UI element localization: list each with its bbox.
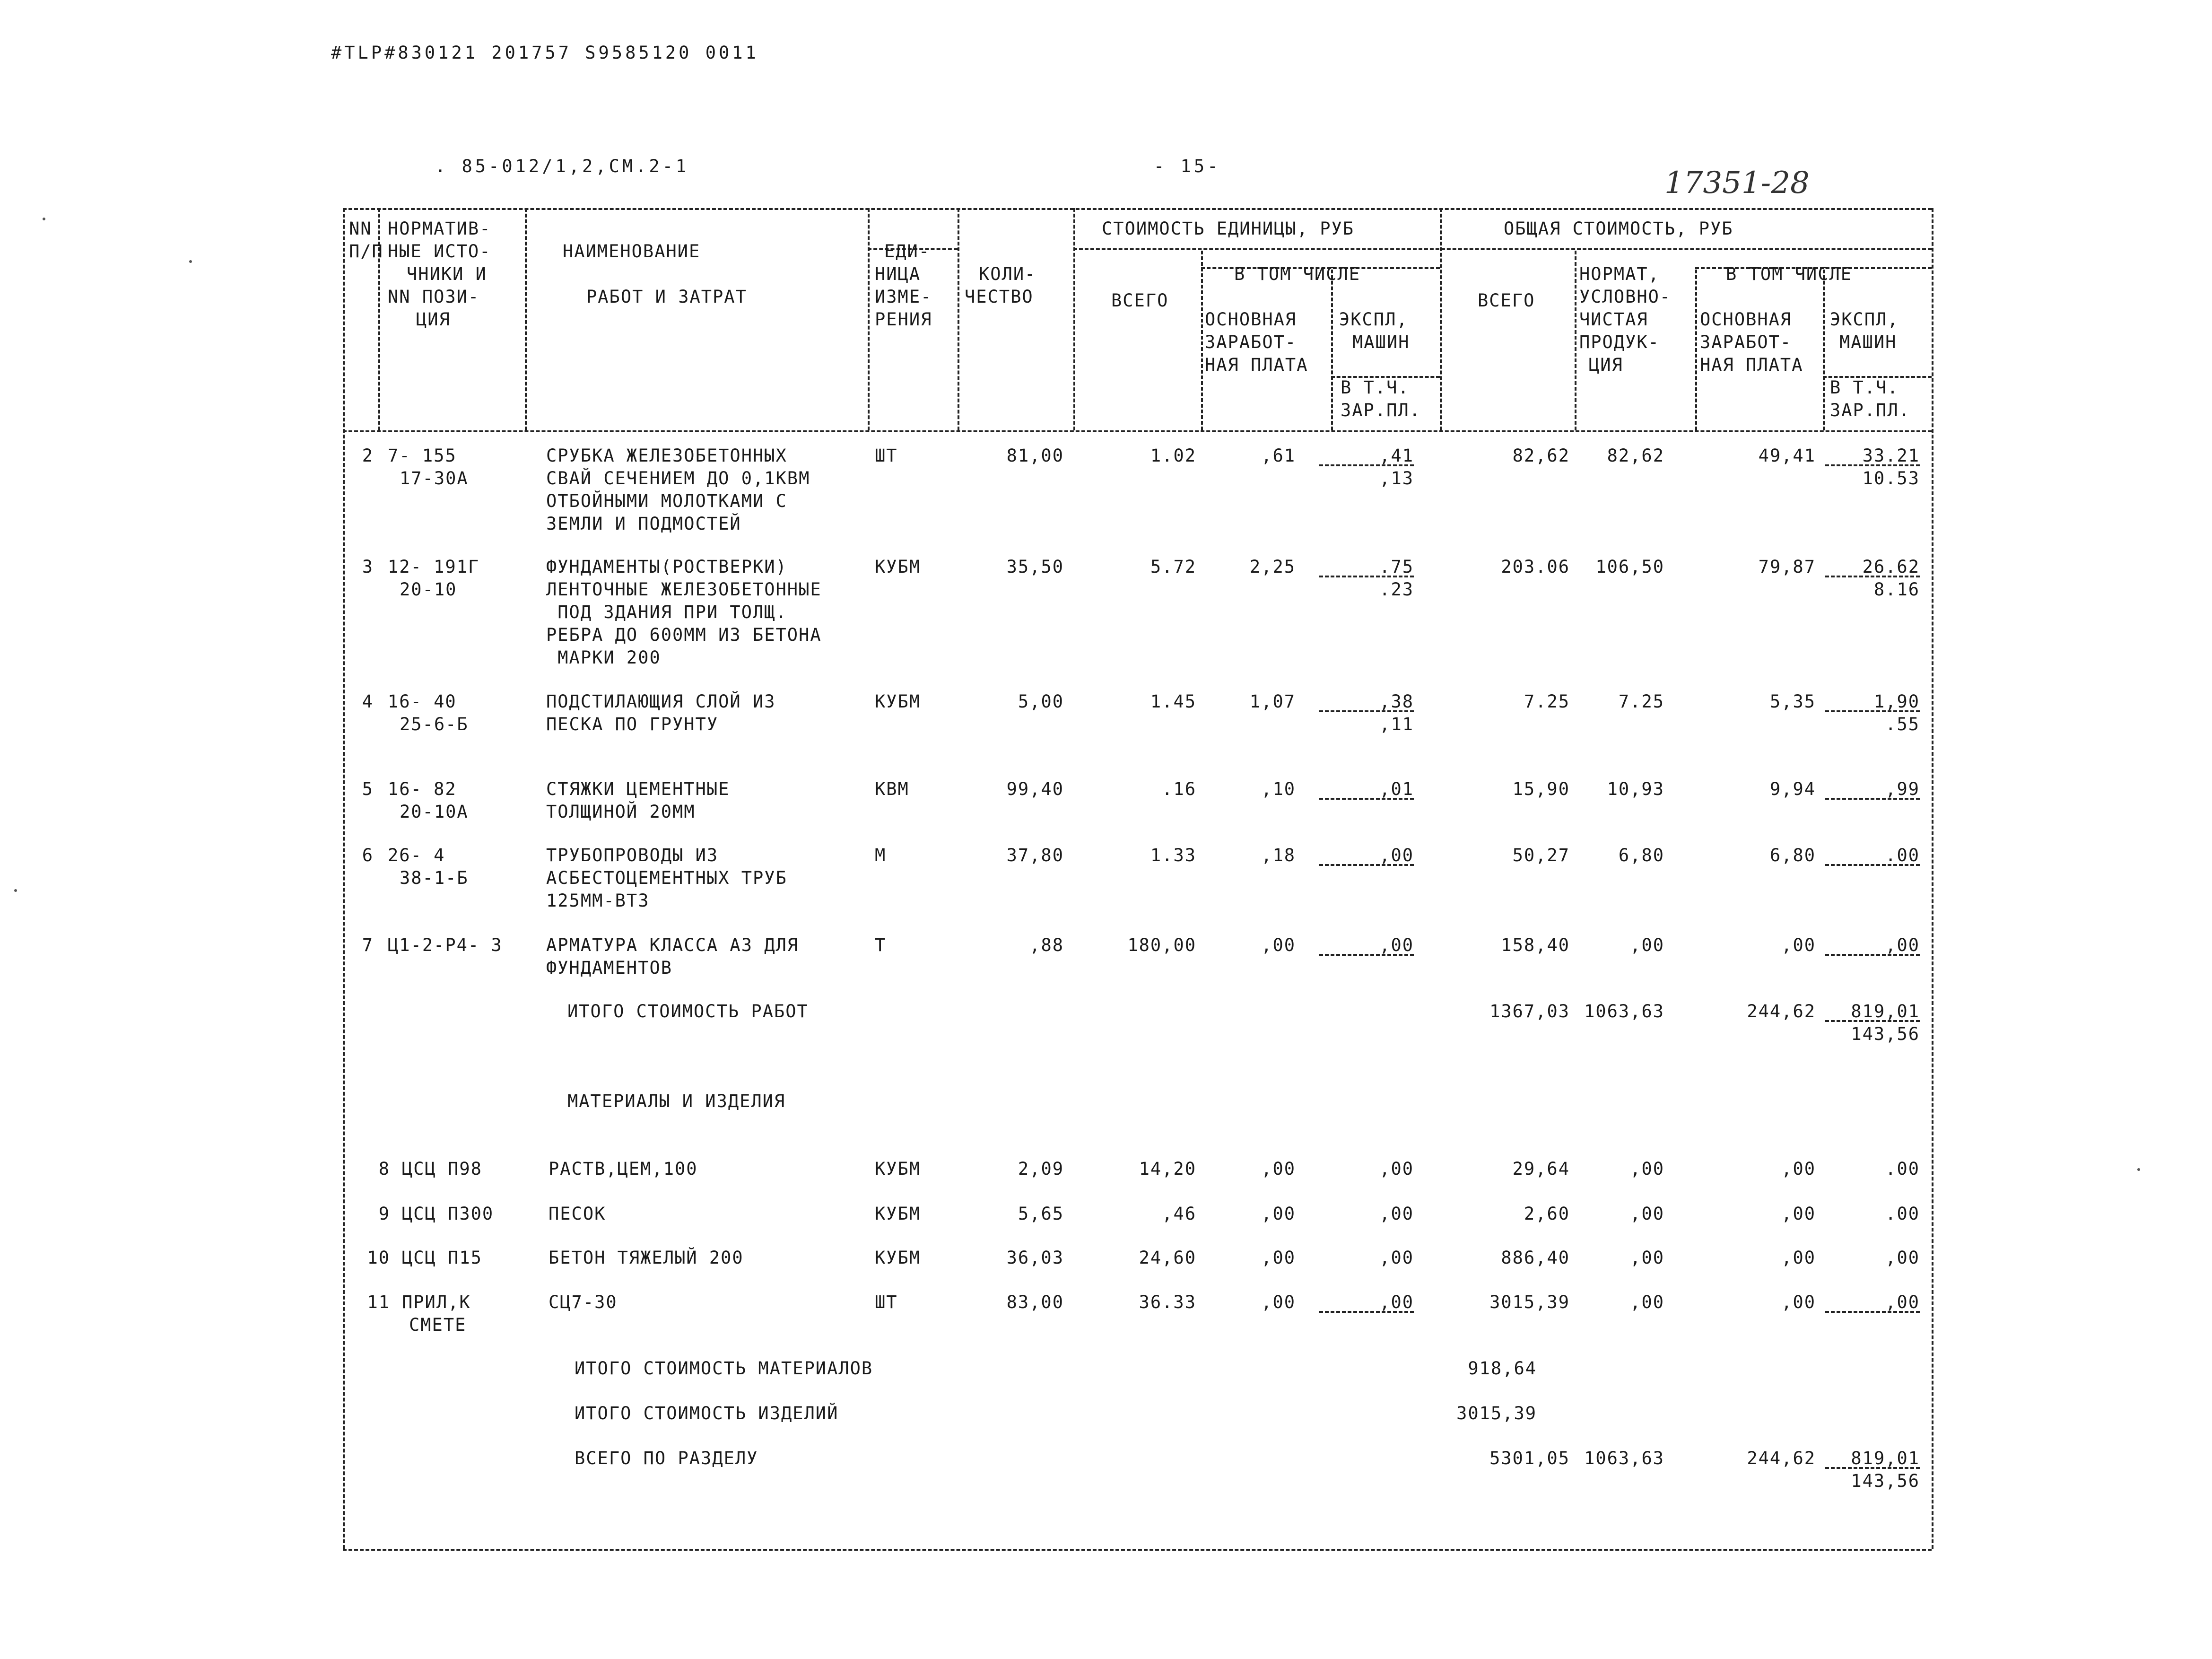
material-source: СМЕТЕ bbox=[409, 1315, 467, 1335]
row-name: ФУНДАМЕНТЫ(РОСТВЕРКИ) bbox=[546, 557, 787, 577]
row-qty: 35,50 bbox=[1006, 557, 1064, 577]
header-total-mach: ЭКСПЛ, bbox=[1830, 309, 1899, 330]
column-line bbox=[1201, 251, 1203, 430]
materials-total: 918,64 bbox=[1468, 1358, 1537, 1379]
header-unit: ЕДИ- bbox=[884, 241, 931, 262]
material-name: РАСТВ,ЦЕМ,100 bbox=[549, 1159, 698, 1179]
material-total-wage: ,00 bbox=[1781, 1292, 1816, 1312]
row-qty: 5,00 bbox=[1018, 691, 1064, 712]
material-norm: ,00 bbox=[1630, 1159, 1664, 1179]
row-unit: Т bbox=[875, 935, 887, 955]
row-qty: ,88 bbox=[1029, 935, 1064, 955]
row-unit-wage: ,18 bbox=[1261, 845, 1296, 865]
materials-heading: МАТЕРИАЛЫ И ИЗДЕЛИЯ bbox=[567, 1091, 786, 1111]
scan-speck bbox=[43, 218, 45, 220]
material-total: 886,40 bbox=[1501, 1248, 1570, 1268]
table-right-edge bbox=[1932, 208, 1933, 1549]
row-total-mach: 33.21 bbox=[1862, 445, 1920, 466]
header-unit-wage: ОСНОВНАЯ bbox=[1205, 309, 1297, 330]
header-norm: НОРМАТ, bbox=[1579, 264, 1660, 284]
row-number: 7 bbox=[362, 935, 374, 955]
row-total-mach: .00 bbox=[1885, 845, 1920, 865]
row-name: ТРУБОПРОВОДЫ ИЗ bbox=[546, 845, 719, 865]
row-norm: ,00 bbox=[1630, 935, 1664, 955]
row-name: ЛЕНТОЧНЫЕ ЖЕЛЕЗОБЕТОННЫЕ bbox=[546, 579, 822, 600]
row-unit-mach-wage: .23 bbox=[1379, 579, 1414, 600]
column-line bbox=[958, 208, 959, 430]
row-source: 7- 155 bbox=[388, 445, 457, 466]
row-source: 17-30А bbox=[400, 468, 469, 489]
material-qty: 36,03 bbox=[1006, 1248, 1064, 1268]
material-total: 3015,39 bbox=[1489, 1292, 1570, 1312]
section-total: 5301,05 bbox=[1489, 1448, 1570, 1468]
material-total-mach: .00 bbox=[1885, 1204, 1920, 1224]
header-norm: ПРОДУК- bbox=[1579, 332, 1660, 352]
row-unit-wage: 2,25 bbox=[1249, 557, 1296, 577]
row-unit: ШТ bbox=[875, 445, 898, 466]
row-unit-mach: ,01 bbox=[1379, 779, 1414, 799]
row-qty: 81,00 bbox=[1006, 445, 1064, 466]
row-source: 26- 4 bbox=[388, 845, 445, 865]
row-unit: КУБМ bbox=[875, 691, 921, 712]
material-unit-total: 14,20 bbox=[1139, 1159, 1196, 1179]
row-source: Ц1-2-Р4- 3 bbox=[388, 935, 503, 955]
row-name: ЗЕМЛИ И ПОДМОСТЕЙ bbox=[546, 514, 741, 534]
row-source: 38-1-Б bbox=[400, 868, 469, 888]
row-name: СТЯЖКИ ЦЕМЕНТНЫЕ bbox=[546, 779, 730, 799]
material-qty: 5,65 bbox=[1018, 1204, 1064, 1224]
row-qty: 37,80 bbox=[1006, 845, 1064, 865]
header-total-total: ВСЕГО bbox=[1478, 290, 1535, 311]
material-source: ПРИЛ,К bbox=[402, 1292, 471, 1312]
material-number: 9 bbox=[378, 1204, 390, 1224]
row-source: 12- 191Г bbox=[388, 557, 480, 577]
row-name: СВАЙ СЕЧЕНИЕМ ДО 0,1КВМ bbox=[546, 468, 810, 489]
row-norm: 6,80 bbox=[1618, 845, 1664, 865]
header-total-incl: В ТОМ ЧИСЛЕ bbox=[1726, 264, 1853, 284]
row-number: 6 bbox=[362, 845, 374, 865]
section-total-mach-wage: 143,56 bbox=[1851, 1471, 1920, 1491]
row-number: 5 bbox=[362, 779, 374, 799]
header-unit: НИЦА bbox=[875, 264, 921, 284]
row-total-wage: 6,80 bbox=[1769, 845, 1816, 865]
column-line bbox=[1575, 251, 1576, 430]
row-total-wage: ,00 bbox=[1781, 935, 1816, 955]
scan-speck bbox=[189, 260, 192, 263]
row-total-wage: 79,87 bbox=[1758, 557, 1816, 577]
works-total-mach-wage: 143,56 bbox=[1851, 1024, 1920, 1044]
works-total-wage: 244,62 bbox=[1747, 1001, 1816, 1022]
handwritten-number: 17351-28 bbox=[1664, 166, 1810, 201]
header-unit: РЕНИЯ bbox=[875, 309, 932, 330]
row-unit-mach: ,00 bbox=[1379, 935, 1414, 955]
row-total-mach: 1,90 bbox=[1873, 691, 1920, 712]
material-unit: КУБМ bbox=[875, 1204, 921, 1224]
material-norm: ,00 bbox=[1630, 1204, 1664, 1224]
row-name: ПОДСТИЛАЮЩИЯ СЛОЙ ИЗ bbox=[546, 691, 776, 712]
row-total: 158,40 bbox=[1501, 935, 1570, 955]
row-total-wage: 5,35 bbox=[1769, 691, 1816, 712]
row-name: ПОД ЗДАНИЯ ПРИ ТОЛЩ. bbox=[546, 602, 787, 622]
row-total-mach: ,99 bbox=[1885, 779, 1920, 799]
materials-total-label: ИТОГО СТОИМОСТЬ МАТЕРИАЛОВ bbox=[575, 1358, 873, 1379]
row-unit: КУБМ bbox=[875, 557, 921, 577]
material-name: ПЕСОК bbox=[549, 1204, 606, 1224]
row-unit-total: .16 bbox=[1162, 779, 1196, 799]
header-unit-mach-wage: В Т.Ч. bbox=[1341, 377, 1410, 398]
column-line bbox=[1073, 208, 1075, 430]
row-unit: КВМ bbox=[875, 779, 909, 799]
row-norm: 7.25 bbox=[1618, 691, 1664, 712]
row-unit: М bbox=[875, 845, 887, 865]
table-top-rule bbox=[343, 208, 1932, 210]
header-unit-total: ВСЕГО bbox=[1111, 290, 1169, 311]
column-line bbox=[1331, 270, 1333, 430]
material-unit-total: 36.33 bbox=[1139, 1292, 1196, 1312]
row-name: ОТБОЙНЫМИ МОЛОТКАМИ С bbox=[546, 491, 787, 511]
row-total-mach-wage: 10.53 bbox=[1862, 468, 1920, 489]
material-unit-total: 24,60 bbox=[1139, 1248, 1196, 1268]
row-unit-mach-wage: ,13 bbox=[1379, 468, 1414, 489]
section-total-wage: 244,62 bbox=[1747, 1448, 1816, 1468]
material-total-mach: .00 bbox=[1885, 1159, 1920, 1179]
row-qty: 99,40 bbox=[1006, 779, 1064, 799]
row-source: 20-10А bbox=[400, 802, 469, 822]
row-unit-mach: ,41 bbox=[1379, 445, 1414, 466]
header-unit-mach: МАШИН bbox=[1352, 332, 1410, 352]
header-source: НОРМАТИВ- bbox=[388, 218, 491, 239]
row-total-wage: 49,41 bbox=[1758, 445, 1816, 466]
row-unit-total: 5.72 bbox=[1150, 557, 1196, 577]
row-name: РЕБРА ДО 600ММ ИЗ БЕТОНА bbox=[546, 625, 822, 645]
header-name: НАИМЕНОВАНИЕ bbox=[563, 241, 701, 262]
row-total-mach-wage: .55 bbox=[1885, 714, 1920, 734]
header-unit-incl: В ТОМ ЧИСЛЕ bbox=[1234, 264, 1361, 284]
row-source: 16- 40 bbox=[388, 691, 457, 712]
page-number: - 15- bbox=[1154, 156, 1221, 176]
column-line bbox=[868, 208, 870, 430]
top-code: #TLP#830121 201757 S9585120 0011 bbox=[331, 43, 759, 63]
material-unit-wage: ,00 bbox=[1261, 1248, 1296, 1268]
row-total: 82,62 bbox=[1512, 445, 1570, 466]
header-total-mach-wage: ЗАР.ПЛ. bbox=[1830, 400, 1910, 420]
material-number: 8 bbox=[378, 1159, 390, 1179]
row-name: ТОЛЩИНОЙ 20ММ bbox=[546, 802, 696, 822]
section-total-mach: 819,01 bbox=[1851, 1448, 1920, 1468]
row-total: 50,27 bbox=[1512, 845, 1570, 865]
row-number: 4 bbox=[362, 691, 374, 712]
row-total: 7.25 bbox=[1524, 691, 1570, 712]
header-norm: УСЛОВНО- bbox=[1579, 287, 1672, 307]
column-line bbox=[1823, 270, 1825, 430]
material-total-wage: ,00 bbox=[1781, 1248, 1816, 1268]
table-left-edge bbox=[343, 208, 345, 1549]
material-unit-mach: ,00 bbox=[1379, 1159, 1414, 1179]
scan-speck bbox=[14, 889, 17, 892]
material-qty: 2,09 bbox=[1018, 1159, 1064, 1179]
header-qty: ЧЕСТВО bbox=[965, 287, 1034, 307]
row-number: 2 bbox=[362, 445, 374, 466]
row-unit-total: 180,00 bbox=[1127, 935, 1196, 955]
material-total-mach: ,00 bbox=[1885, 1292, 1920, 1312]
header-source: ЧНИКИ И bbox=[407, 264, 487, 284]
header-source: ЦИЯ bbox=[416, 309, 451, 330]
row-name: 125ММ-ВТ3 bbox=[546, 891, 650, 911]
header-nn: П/П bbox=[349, 241, 383, 262]
header-total-wage: ОСНОВНАЯ bbox=[1700, 309, 1792, 330]
material-qty: 83,00 bbox=[1006, 1292, 1064, 1312]
header-unit-cost: СТОИМОСТЬ ЕДИНИЦЫ, РУБ bbox=[1102, 218, 1355, 239]
material-unit-wage: ,00 bbox=[1261, 1292, 1296, 1312]
material-unit-mach: ,00 bbox=[1379, 1248, 1414, 1268]
row-unit-mach: ,00 bbox=[1379, 845, 1414, 865]
material-unit: ШТ bbox=[875, 1292, 898, 1312]
header-total-mach-wage: В Т.Ч. bbox=[1830, 377, 1899, 398]
header-sub-rule bbox=[1073, 248, 1932, 250]
material-total: 2,60 bbox=[1524, 1204, 1570, 1224]
material-name: СЦ7-30 bbox=[549, 1292, 618, 1312]
table-bottom-rule bbox=[343, 1549, 1932, 1551]
material-norm: ,00 bbox=[1630, 1248, 1664, 1268]
material-total-mach: ,00 bbox=[1885, 1248, 1920, 1268]
material-unit: КУБМ bbox=[875, 1248, 921, 1268]
header-total-wage: НАЯ ПЛАТА bbox=[1700, 355, 1803, 375]
section-total-norm: 1063,63 bbox=[1584, 1448, 1664, 1468]
items-total-label: ИТОГО СТОИМОСТЬ ИЗДЕЛИЙ bbox=[575, 1403, 839, 1423]
row-source: 20-10 bbox=[400, 579, 457, 600]
header-name: РАБОТ И ЗАТРАТ bbox=[586, 287, 747, 307]
row-unit-total: 1.02 bbox=[1150, 445, 1196, 466]
row-name: ФУНДАМЕНТОВ bbox=[546, 958, 673, 978]
row-total-mach-wage: 8.16 bbox=[1873, 579, 1920, 600]
material-total: 29,64 bbox=[1512, 1159, 1570, 1179]
works-total-label: ИТОГО СТОИМОСТЬ РАБОТ bbox=[567, 1001, 809, 1022]
row-total: 15,90 bbox=[1512, 779, 1570, 799]
row-name: АСБЕСТОЦЕМЕНТНЫХ ТРУБ bbox=[546, 868, 787, 888]
material-unit-wage: ,00 bbox=[1261, 1204, 1296, 1224]
column-line bbox=[1695, 270, 1697, 430]
material-norm: ,00 bbox=[1630, 1292, 1664, 1312]
header-total-wage: ЗАРАБОТ- bbox=[1700, 332, 1792, 352]
header-total-mach: МАШИН bbox=[1839, 332, 1897, 352]
row-unit-mach: .75 bbox=[1379, 557, 1414, 577]
material-number: 11 bbox=[367, 1292, 390, 1312]
items-total: 3015,39 bbox=[1456, 1403, 1537, 1423]
row-name: МАРКИ 200 bbox=[546, 647, 661, 668]
header-unit-wage: НАЯ ПЛАТА bbox=[1205, 355, 1308, 375]
material-unit-wage: ,00 bbox=[1261, 1159, 1296, 1179]
row-unit-wage: ,00 bbox=[1261, 935, 1296, 955]
column-line bbox=[1440, 208, 1442, 430]
row-unit-wage: ,10 bbox=[1261, 779, 1296, 799]
material-unit-total: ,46 bbox=[1162, 1204, 1196, 1224]
row-unit-total: 1.45 bbox=[1150, 691, 1196, 712]
material-source: ЦСЦ П15 bbox=[402, 1248, 482, 1268]
works-total: 1367,03 bbox=[1489, 1001, 1570, 1022]
row-total-mach: ,00 bbox=[1885, 935, 1920, 955]
works-total-mach: 819,01 bbox=[1851, 1001, 1920, 1022]
row-name: СРУБКА ЖЕЛЕЗОБЕТОННЫХ bbox=[546, 445, 787, 466]
material-source: ЦСЦ П300 bbox=[402, 1204, 494, 1224]
material-total-wage: ,00 bbox=[1781, 1159, 1816, 1179]
row-unit-mach-wage: ,11 bbox=[1379, 714, 1414, 734]
header-norm: ЧИСТАЯ bbox=[1579, 309, 1648, 330]
row-total-mach: 26.62 bbox=[1862, 557, 1920, 577]
material-number: 10 bbox=[367, 1248, 390, 1268]
material-name: БЕТОН ТЯЖЕЛЫЙ 200 bbox=[549, 1248, 744, 1268]
row-number: 3 bbox=[362, 557, 374, 577]
works-total-norm: 1063,63 bbox=[1584, 1001, 1664, 1022]
section-total-label: ВСЕГО ПО РАЗДЕЛУ bbox=[575, 1448, 758, 1468]
material-unit-mach: ,00 bbox=[1379, 1204, 1414, 1224]
row-name: АРМАТУРА КЛАССА А3 ДЛЯ bbox=[546, 935, 799, 955]
material-unit: КУБМ bbox=[875, 1159, 921, 1179]
row-source: 25-6-Б bbox=[400, 714, 469, 734]
row-name: ПЕСКА ПО ГРУНТУ bbox=[546, 714, 719, 734]
material-source: ЦСЦ П98 bbox=[402, 1159, 482, 1179]
header-unit-mach-wage: ЗАР.ПЛ. bbox=[1341, 400, 1421, 420]
row-unit-wage: 1,07 bbox=[1249, 691, 1296, 712]
material-total-wage: ,00 bbox=[1781, 1204, 1816, 1224]
row-source: 16- 82 bbox=[388, 779, 457, 799]
row-norm: 10,93 bbox=[1607, 779, 1664, 799]
header-bottom-rule bbox=[343, 430, 1932, 432]
header-qty: КОЛИ- bbox=[979, 264, 1036, 284]
header-unit-mach: ЭКСПЛ, bbox=[1339, 309, 1408, 330]
scan-speck bbox=[2137, 1168, 2140, 1171]
header-nn: NN bbox=[349, 218, 372, 239]
material-unit-mach: ,00 bbox=[1379, 1292, 1414, 1312]
row-norm: 106,50 bbox=[1595, 557, 1664, 577]
header-unit-wage: ЗАРАБОТ- bbox=[1205, 332, 1297, 352]
header-norm: ЦИЯ bbox=[1589, 355, 1623, 375]
header-total-cost: ОБЩАЯ СТОИМОСТЬ, РУБ bbox=[1504, 218, 1733, 239]
doc-reference: . 85-012/1,2,СМ.2-1 bbox=[435, 156, 689, 176]
row-unit-total: 1.33 bbox=[1150, 845, 1196, 865]
row-total: 203.06 bbox=[1501, 557, 1570, 577]
row-total-wage: 9,94 bbox=[1769, 779, 1816, 799]
row-unit-mach: ,38 bbox=[1379, 691, 1414, 712]
column-line bbox=[525, 208, 527, 430]
row-unit-wage: ,61 bbox=[1261, 445, 1296, 466]
header-unit: ИЗМЕ- bbox=[875, 287, 932, 307]
header-source: НЫЕ ИСТО- bbox=[388, 241, 491, 262]
header-source: NN ПОЗИ- bbox=[388, 287, 480, 307]
row-norm: 82,62 bbox=[1607, 445, 1664, 466]
